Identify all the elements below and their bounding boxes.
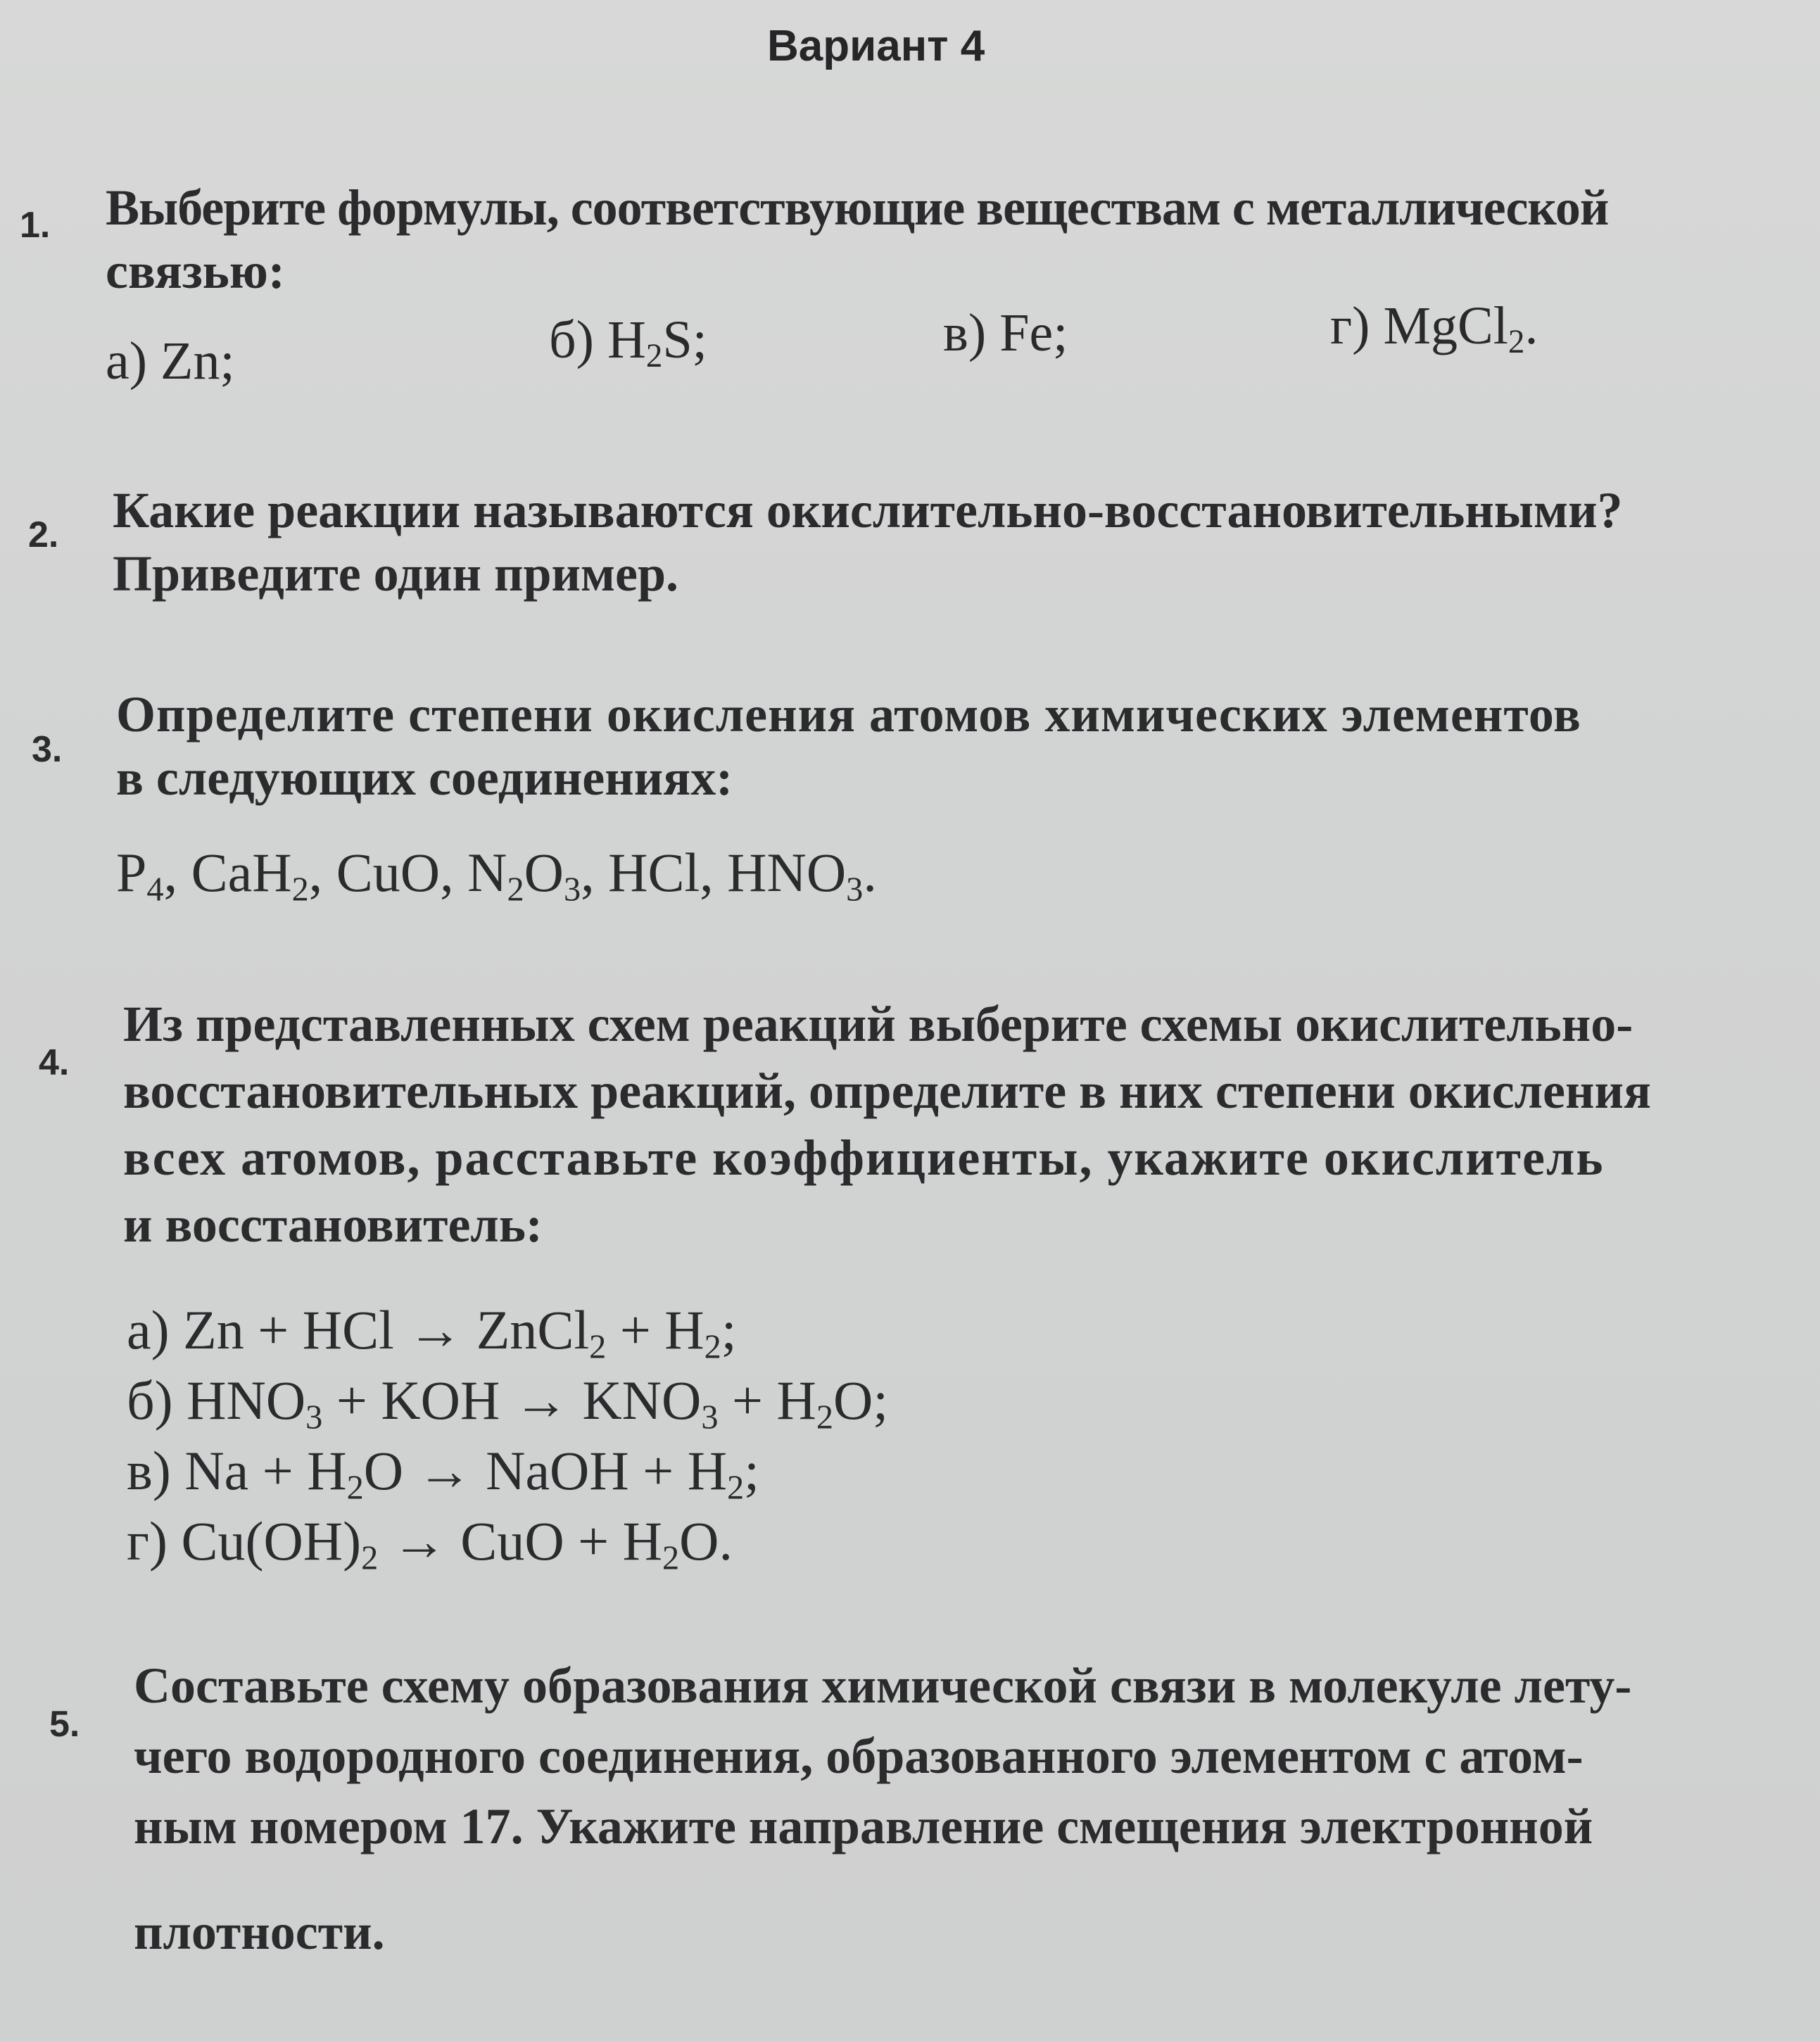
task-4-line-4: и восстановитель: [123,1196,543,1253]
task-3-compounds: $P_4$, CaH$_2$, CuO, $N_2O_3$, HCl, $HNO_3$. [116,842,877,909]
task-5-line-3: ным номером 17. Укажите направление смещения электронной [134,1798,1593,1854]
task-4-line-2: восстановительных реакций, определите в них степени окисления [123,1063,1651,1119]
task-3-number: 3. [32,729,63,770]
task-3-line-1: Определите степени окисления атомов химических элементов [116,686,1581,743]
task-1-number: 1. [20,205,51,246]
task-4-line-1: Из представленных схем реакций выберите схемы окислительно- [123,996,1633,1052]
task-1-line-2: связью: [106,243,285,299]
task-5-line-4: плотности. [134,1904,385,1960]
task-4-line-3: всех атомов, расставьте коэффициенты, укажите окислитель [123,1130,1605,1186]
task-1-line-1: Выберите формулы, соответствующие веществам с металлической [106,179,1609,236]
task-1-option-a: а) Zn; [106,331,235,391]
task-5-number: 5. [49,1704,80,1745]
task-1-option-g: г) MgCl$_2$. [1330,296,1538,361]
task-3-line-2: в следующих соединениях: [116,750,733,806]
task-5-line-1: Составьте схему образования химической связи в молекуле лету- [134,1657,1632,1714]
task-4-reaction-v: в) $Na + H_2O$ → NaOH + $H_2$; [127,1440,759,1507]
task-4-reaction-g: г) $Cu(OH)_2$ → CuO + $H_2O$. [127,1510,733,1577]
task-4-reaction-a: а) Zn + HCl → ZnCl$_2$ + $H_2$; [127,1299,737,1366]
task-2-line-2: Приведите один пример. [113,545,679,602]
page-title: Вариант 4 [767,22,985,70]
task-1-option-b: б) $H_2S$; [549,310,707,375]
task-2-number: 2. [28,514,59,555]
task-4-number: 4. [39,1042,70,1083]
task-1-option-v: в) Fe; [943,303,1068,362]
task-4-reaction-b: б) $HNO_3$ + KOH → $KNO_3 + H_2O$; [127,1370,889,1436]
task-5-line-2: чего водородного соединения, образованного элементом с атом- [134,1728,1584,1784]
task-2-line-1: Какие реакции называются окислительно-восстановительными? [113,482,1623,538]
